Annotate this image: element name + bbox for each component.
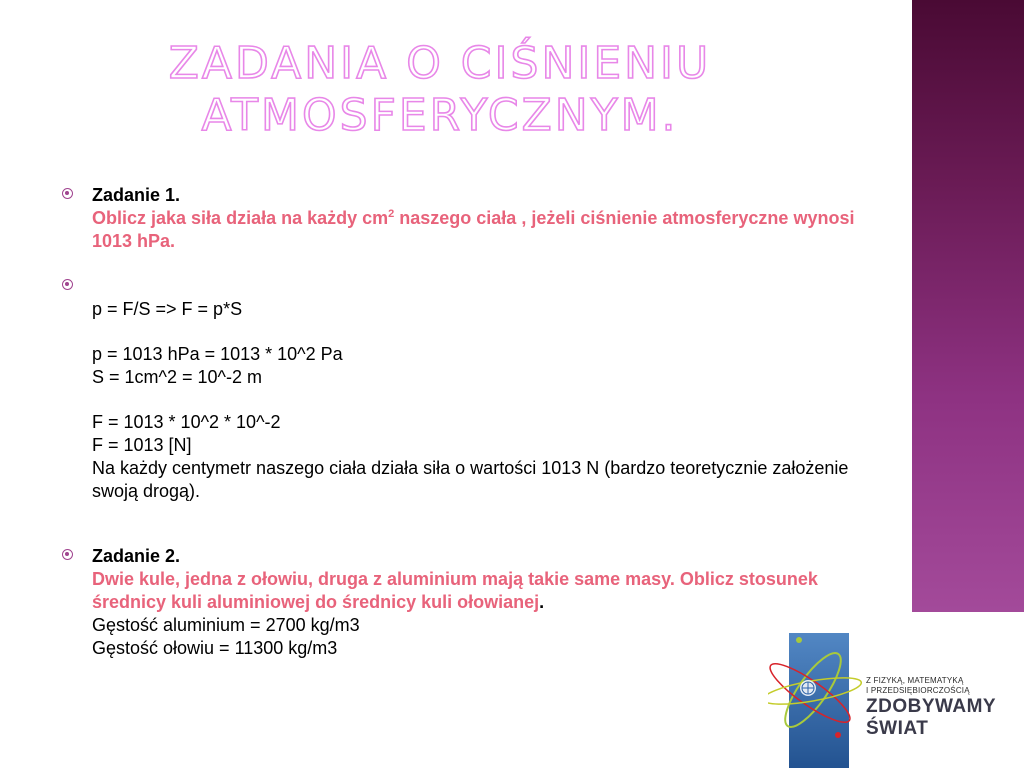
slide-title-line1: ZADANIA O CIŚNIENIU	[168, 38, 712, 89]
task-2-label: Zadanie 2.	[92, 546, 181, 566]
task-2-item: Zadanie 2. Dwie kule, jedna z ołowiu, druga z aluminium mają takie same masy. Oblicz stosunek średnicy kuli aluminiowej do średnicy kuli ołowianej. Gęstość aluminium = 2700 kg/m3 Gęstość ołowiu = 11300 kg/m3	[62, 545, 862, 660]
task-1-item	[62, 184, 862, 253]
task-2-question: Dwie kule, jedna z ołowiu, druga z aluminium mają takie same masy. Oblicz stosunek średnicy kuli aluminiowej do średnicy kuli ołowianej	[92, 569, 818, 612]
solution-line: p = F/S => F = p*S	[92, 299, 243, 319]
logo-tagline-1: Z FIZYKĄ, MATEMATYKĄ	[866, 676, 964, 685]
bullet-icon	[62, 549, 73, 560]
decorative-side-panel	[912, 0, 1024, 612]
solution-item	[62, 275, 862, 503]
density-lead: Gęstość ołowiu = 11300 kg/m3	[92, 638, 338, 658]
logo-tagline-2: I PRZEDSIĘBIORCZOŚCIĄ	[866, 686, 970, 695]
solution-line: S = 1cm^2 = 10^-2 m	[92, 367, 262, 387]
logo-title-2: ŚWIAT	[866, 718, 929, 739]
logo-text	[866, 676, 996, 740]
bullet-icon	[62, 279, 73, 290]
solution-line: F = 1013 * 10^2 * 10^-2	[92, 412, 281, 432]
bullet-icon	[62, 188, 73, 199]
solution-line: F = 1013 [N]	[92, 435, 192, 455]
density-aluminium: Gęstość aluminium = 2700 kg/m3	[92, 615, 360, 635]
slide-content	[62, 184, 862, 660]
solution-conclusion: Na każdy centymetr naszego ciała działa siła o wartości 1013 N (bardzo teoretycznie założenie swoją drogą).	[92, 458, 849, 501]
slide-title-line2: ATMOSFERYCZNYM.	[201, 90, 679, 141]
task-1-question: Oblicz jaka siła działa na każdy $cm^2$ naszego ciała , jeżeli ciśnienie atmosferyczne wynosi 1013 hPa.	[92, 208, 855, 251]
slide-title	[150, 38, 730, 142]
task-1-label: Zadanie 1.	[92, 185, 181, 205]
logo-title-1: ZDOBYWAMY	[866, 696, 997, 717]
solution-line: p = 1013 hPa = 1013 * 10^2 Pa	[92, 344, 343, 364]
